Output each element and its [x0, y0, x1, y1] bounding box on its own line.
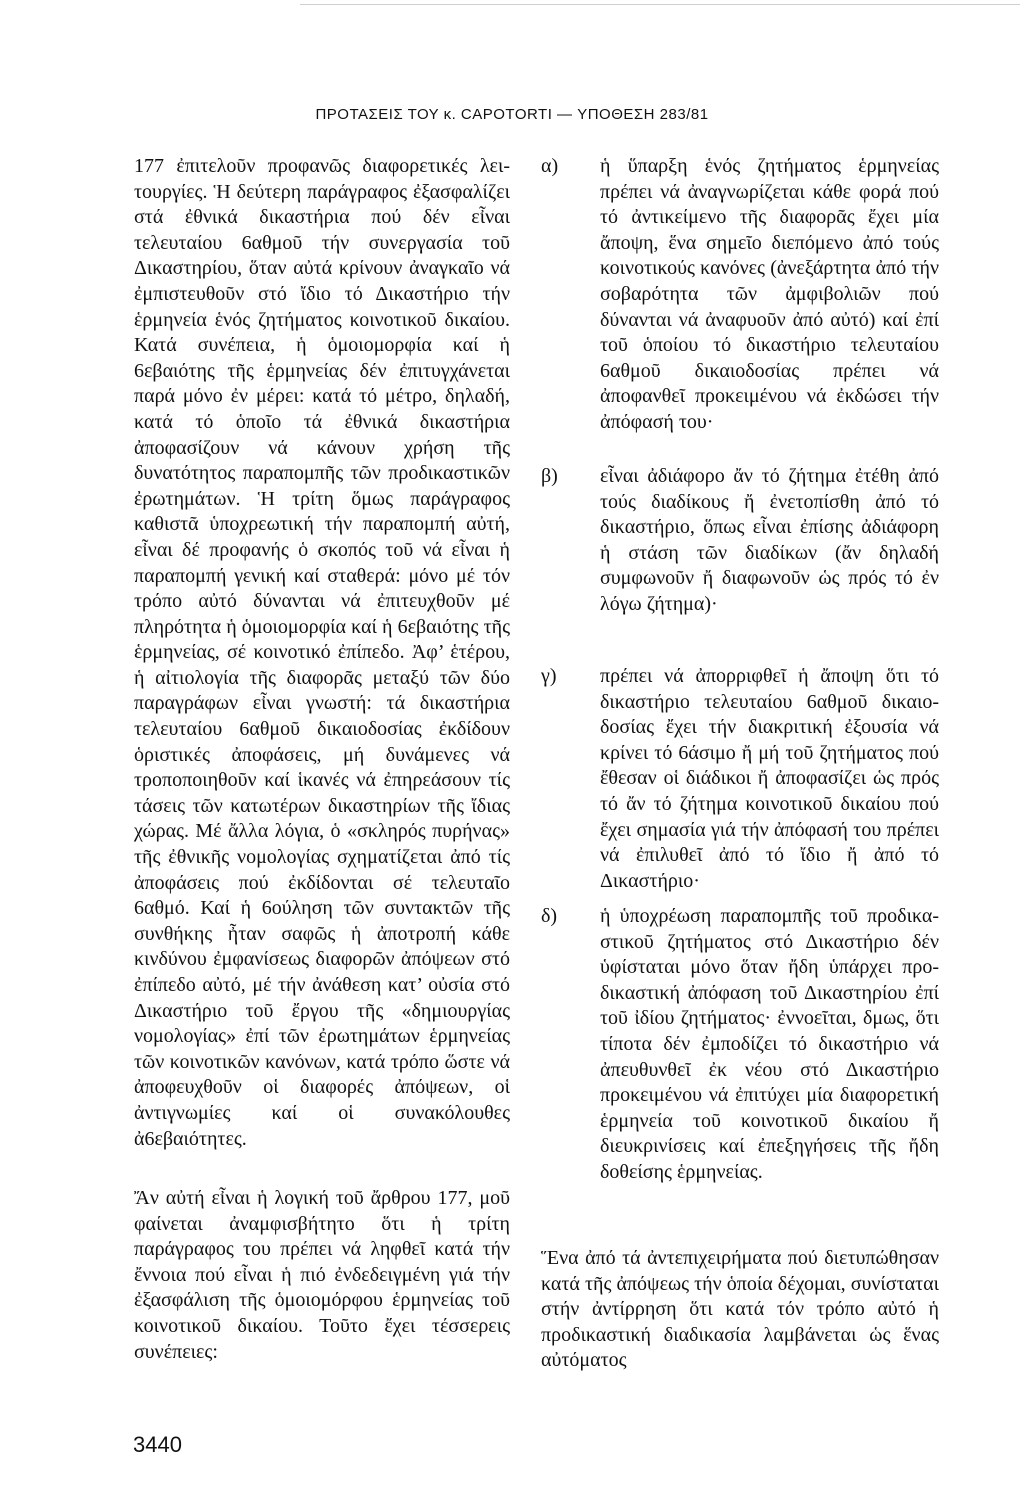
running-header: ΠΡΟΤΑΣΕΙΣ ΤΟΥ κ. CAPOTORTI — ΥΠΟΘΕΣΗ 283/81	[315, 106, 709, 123]
list-item-alpha	[541, 154, 939, 436]
list-item-text: πρέπει νά ἀπορριφθεῖ ἡ ἄποψη ὅτι τό δικαστήριο τελευταίου 6αθμοῦ δικαιοδοσίας ἔχει τήν διακριτική ἐξουσία νά κρίνει τό 6άσιμο ἤ μή τοῦ ζητήματος πού ἔθεσαν οἱ διάδικοι ἤ ἀποφασίζει ὡς πρός τό ἄν τό ζήτημα κοινοτικοῦ δικαίου πού ἔχει σημασία γιά τήν ἀπόφασή του πρέπει νά ἐπιλυθεῖ ἀπό τό ἴδιο ἤ ἀπό τό Δικαστήριο·	[600, 665, 939, 892]
paragraph-text: Ἄν αὐτή εἶναι ἡ λογική τοῦ ἄρθρου 177, μοῦ φαίνεται ἀναμφισβήτητο ὅτι ἡ τρίτη παράγραφος του πρέπει νά ληφθεῖ κατά τήν ἔννοια πού εἶναι ἡ πιό ἐνδεδειγμένη γιά τήν ἐξασφάλιση τῆς ὁμοιομόρφου ἑρμηνείας τοῦ κοινοτικοῦ δικαίου. Τοῦτο ἔχει τέσσερεις συνέπειες:	[134, 1187, 510, 1363]
list-item-gamma	[541, 664, 939, 894]
list-item-label: δ)	[541, 905, 558, 927]
top-border-line	[300, 4, 1020, 5]
list-item-beta	[541, 464, 939, 618]
left-column-paragraph-1	[134, 154, 510, 1152]
list-item-delta	[541, 904, 939, 1186]
paragraph-text: 177 ἐπιτελοῦν προφανῶς διαφορετικές λειτουργίες. Ἡ δεύτερη παράγραφος ἐξασφαλίζει στά ἐθνικά δικαστήρια πού δέν εἶναι τελευταίου 6αθμοῦ τήν συνεργασία τοῦ Δικαστηρίου, ὅταν αὐτά κρίνουν ἀναγκαῖο νά ἐμπιστευθοῦν στό ἴδιο τό Δικαστήριο τήν ἑρμηνεία ἑνός ζητήματος κοινοτικοῦ δικαίου. Κατά συνέπεια, ἡ ὁμοιομορφία καί ἡ 6εβαιότης τῆς ἑρμηνείας δέν ἐπιτυγχάνεται παρά μόνο ἐν μέρει: κατά τό μέτρο, δηλαδή, κατά τό ὁποῖο τά ἐθνικά δικαστήρια ἀποφασίζουν νά κάνουν χρήση τῆς δυνατότητος παραπομπῆς τῶν προδικαστικῶν ἐρωτημάτων. Ἡ τρίτη ὅμως παράγραφος καθιστᾶ ὑποχρεωτική τήν παραπομπή αὐτή, εἶναι δέ προφανής ὁ σκοπός τοῦ νά εἶναι ἡ παραπομπή γενική καί σταθερά: μόνο μέ τόν τρόπο αὐτό δύνανται νά ἐπιτευχθοῦν μέ πληρότητα ἡ ὁμοιομορφία καί ἡ 6εβαιότης τῆς ἑρμηνείας, σέ κοινοτικό ἐπίπεδο. Ἀφ’ ἑτέρου, ἡ αἰτιολογία τῆς διαφορᾶς μεταξύ τῶν δύο παραγράφων εἶναι γνωστή: τά δικαστήρια τελευταίου 6αθμοῦ δικαιοδοσίας ἐκδίδουν ὁριστικές ἀποφάσεις, μή δυνάμενες νά τροποποιηθοῦν καί ἱκανές νά ἐπηρεάσουν τίς τάσεις τῶν κατωτέρων δικαστηρίων τῆς ἴδιας χώρας. Μέ ἄλλα λόγια, ὁ «σκληρός πυρήνας» τῆς ἐθνικῆς νομολογίας σχηματίζεται ἀπό τίς ἀποφάσεις πού ἐκδίδονται σέ τελευταῖο 6αθμό. Καί ἡ 6ούληση τῶν συντακτῶν τῆς συνθήκης ἦταν σαφῶς ἡ ἀποτροπή κάθε κινδύνου ἐμφανίσεως διαφορῶν ἀπόψεων στό ἐπίπεδο αὐτό, μέ τήν ἀνάθεση κατ’ οὐσία στό Δικαστήριο τοῦ ἔργου τῆς «δημιουργίας νομολογίας» ἐπί τῶν ἐρωτημάτων ἑρμηνείας τῶν κοινοτικῶν κανόνων, κατά τρόπο ὥστε νά ἀποφευχθοῦν οἱ διαφορές ἀπόψεων, οἱ ἀντιγνωμίες καί οἱ συνακόλουθες ἀ6εβαιότητες.	[134, 155, 510, 1150]
page-number: 3440	[133, 1432, 182, 1457]
right-column-closing-paragraph	[541, 1246, 939, 1374]
list-item-text: εἶναι ἀδιάφορο ἄν τό ζήτημα ἐτέθη ἀπό τούς διαδίκους ἤ ἐνετοπίσθη ἀπό τό δικαστήριο, ὅπως εἶναι ἐπίσης ἀδιάφορη ἡ στάση τῶν διαδίκων (ἄν δηλαδή συμφωνοῦν ἤ διαφωνοῦν ὡς πρός τό ἐν λόγω ζήτημα)·	[600, 465, 939, 615]
list-item-label: β)	[541, 465, 558, 487]
list-item-label: γ)	[541, 665, 557, 687]
list-item-label: α)	[541, 155, 559, 177]
left-column-paragraph-2	[134, 1186, 510, 1365]
list-item-text: ἡ ὑποχρέωση παραπομπῆς τοῦ προδικαστικοῦ ζητήματος στό Δικαστήριο δέν ὑφίσταται μόνο ὅταν ἤδη ὑπάρχει προδικαστική ἀπόφαση τοῦ Δικαστηρίου ἐπί τοῦ ἰδίου ζητήματος· ἐννοεῖται, δμως, ὅτι τίποτα δέν ἐμποδίζει τό δικαστήριο νά ἀπευθυνθεῖ ἐκ νέου στό Δικαστήριο προκειμένου νά ἐπιτύχει μία διαφορετική ἑρμηνεία τοῦ κοινοτικοῦ δικαίου ἤ διευκρινίσεις καί ἐπεξηγήσεις τῆς ἤδη δοθείσης ἑρμηνείας.	[600, 905, 939, 1183]
list-item-text: ἡ ὕπαρξη ἑνός ζητήματος ἑρμηνείας πρέπει νά ἀναγνωρίζεται κάθε φορά πού τό ἀντικείμενο τῆς διαφορᾶς ἔχει μία ἄποψη, ἕνα σημεῖο διεπόμενο ἀπό τούς κοινοτικούς κανόνες (ἀνεξάρτητα ἀπό τήν σοβαρότητα τῶν ἀμφιβολιῶν πού δύνανται νά ἀναφυοῦν ἀπό αὐτό) καί ἐπί τοῦ ὁποίου τό δικαστήριο τελευταίου 6αθμοῦ δικαιοδοσίας πρέπει νά ἀποφανθεῖ προκειμένου νά ἐκδώσει τήν ἀπόφασή του·	[600, 155, 939, 433]
paragraph-text: Ἕνα ἀπό τά ἀντεπιχειρήματα πού διετυπώθησαν κατά τῆς ἀπόψεως τήν ὁποία δέχομαι, συνίσταται στήν ἀντίρρηση ὅτι κατά τόν τρόπο αὐτό ἡ προδικαστική διαδικασία λαμβάνεται ὡς ἕνας αὐτόματος	[541, 1247, 939, 1372]
